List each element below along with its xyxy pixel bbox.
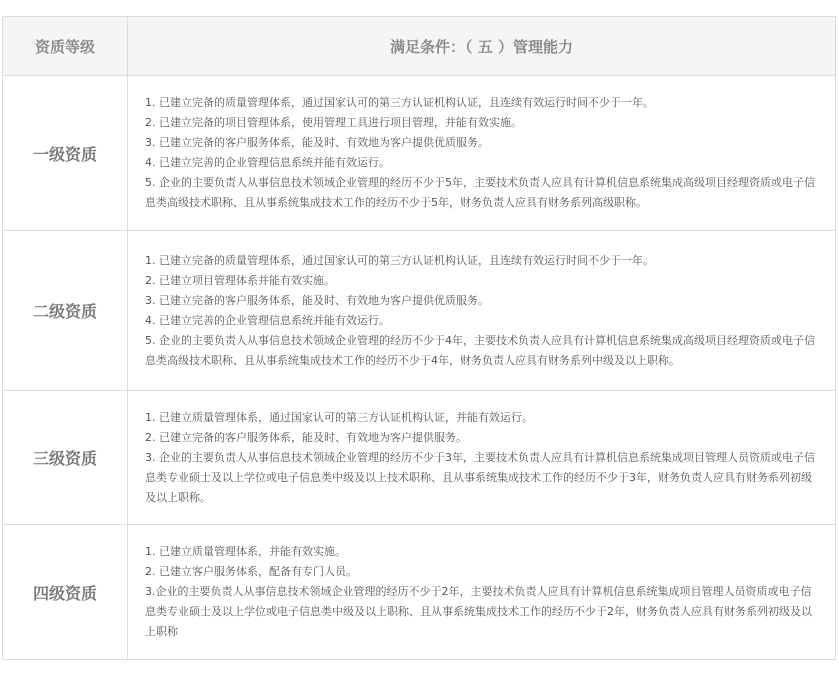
conditions-list [145,408,821,508]
level-name-cell: 三级资质 [3,391,128,525]
table-row-level-4 [3,525,836,660]
condition-item: 1. 已建立完备的质量管理体系，通过国家认可的第三方认证机构认证，且连续有效运行时间不少于一年。 [145,253,654,267]
table-row-level-1 [3,76,836,231]
table-row-level-3 [3,391,836,525]
condition-item: 1. 已建立质量管理体系，通过国家认可的第三方认证机构认证，并能有效运行。 [145,410,533,424]
condition-item: 3. 企业的主要负责人从事信息技术领域企业管理的经历不少于3年，主要技术负责人应具有计算机信息系统集成项目管理人员资质或电子信息类专业硕士及以上学位或电子信息类中级及以上技术职称、且从事系统集成技术工作的经历不少于3年，财务负责人应具有财务系列初级及以上职称。 [145,450,815,504]
qualification-table [2,16,836,660]
conditions-cell [128,391,836,525]
conditions-list [145,93,821,213]
conditions-list [145,251,821,371]
table-header-row [3,17,836,76]
condition-item: 4. 已建立完善的企业管理信息系统并能有效运行。 [145,156,390,169]
level-name-cell: 四级资质 [3,525,128,660]
level-name-cell: 一级资质 [3,76,128,231]
level-name-cell: 二级资质 [3,231,128,391]
condition-item: 2. 已建立客户服务体系，配备有专门人员。 [145,565,357,578]
header-conditions: 满足条件：（ 五 ）管理能力 [128,17,836,76]
condition-item: 1. 已建立质量管理体系，并能有效实施。 [145,545,346,558]
condition-item: 3.企业的主要负责人从事信息技术领域企业管理的经历不少于2年，主要技术负责人应具有计算机信息系统集成项目管理人员资质或电子信息类专业硕士及以上学位或电子信息类中级及以上职称、且从事系统集成技术工作的经历不少于2年，财务负责人应具有财务系列初级及以上职称 [145,585,812,638]
conditions-cell [128,231,836,391]
condition-item: 2. 已建立完备的项目管理体系，使用管理工具进行项目管理，并能有效实施。 [145,116,522,129]
condition-item: 5. 企业的主要负责人从事信息技术领域企业管理的经历不少于4年，主要技术负责人应具有计算机信息系统集成高级项目经理资质或电子信息类高级技术职称、且从事系统集成技术工作的经历不少于4年，财务负责人应具有财务系列中级及以上职称。 [145,333,815,367]
condition-item: 2. 已建立项目管理体系并能有效实施。 [145,273,335,287]
condition-item: 1. 已建立完备的质量管理体系，通过国家认可的第三方认证机构认证，且连续有效运行时间不少于一年。 [145,96,654,109]
condition-item: 2. 已建立完备的客户服务体系，能及时、有效地为客户提供服务。 [145,430,467,444]
qualification-table-container [2,16,836,660]
header-level: 资质等级 [3,17,128,76]
condition-item: 4. 已建立完善的企业管理信息系统并能有效运行。 [145,313,390,327]
conditions-cell [128,525,836,660]
condition-item: 3. 已建立完备的客户服务体系，能及时、有效地为客户提供优质服务。 [145,136,489,149]
conditions-cell [128,76,836,231]
conditions-list [145,542,821,642]
condition-item: 5. 企业的主要负责人从事信息技术领域企业管理的经历不少于5年，主要技术负责人应具有计算机信息系统集成高级项目经理资质或电子信息类高级技术职称、且从事系统集成技术工作的经历不少于5年，财务负责人应具有财务系列高级职称。 [145,176,815,209]
condition-item: 3. 已建立完备的客户服务体系，能及时、有效地为客户提供优质服务。 [145,293,489,307]
table-row-level-2 [3,231,836,391]
